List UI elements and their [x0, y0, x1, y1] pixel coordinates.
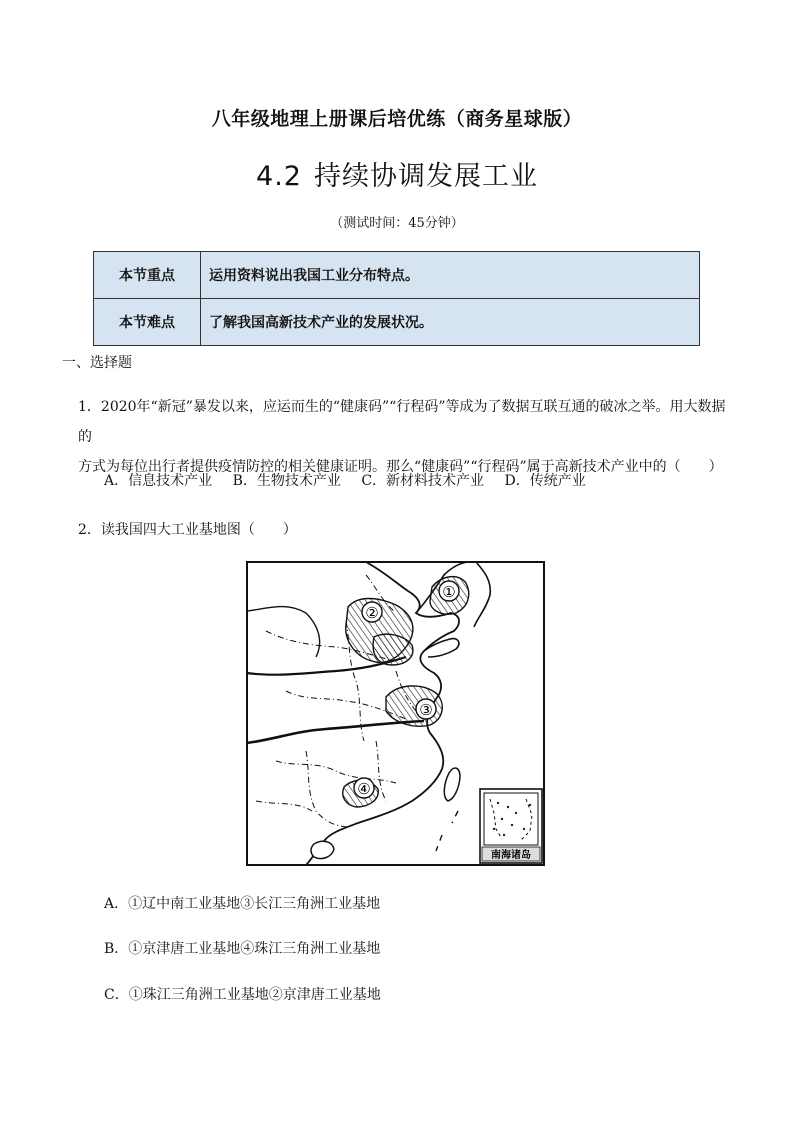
lesson-name: 持续协调发展工业 [313, 161, 538, 192]
south-china-sea-inset [480, 789, 542, 863]
table-row [94, 299, 700, 346]
key-label: 本节重点 [94, 252, 201, 299]
question-1-options [104, 470, 602, 490]
inset-label: 南海诸岛 [491, 850, 531, 861]
question-2-option-c[interactable]: C．①珠江三角洲工业基地②京津唐工业基地 [104, 987, 381, 1003]
question-1-line-2: 方式为每位出行者提供疫情防控的相关健康证明。那么“健康码”“行程码”属于高新技术产业中的（ ） [78, 459, 723, 475]
lesson-title [0, 154, 794, 193]
key-value: 运用资料说出我国工业分布特点。 [201, 252, 700, 299]
lesson-number: 4.2 [256, 161, 302, 192]
question-1 [78, 392, 738, 482]
marker-3: ③ [419, 701, 433, 719]
option-a[interactable]: A．信息技术产业 [104, 473, 213, 489]
question-2-option-b[interactable]: B．①京津唐工业基地④珠江三角洲工业基地 [104, 941, 381, 957]
document-header-title: 八年级地理上册课后培优练（商务星球版） [211, 108, 583, 130]
question-2-text: 读我国四大工业基地图（ ） [100, 522, 297, 538]
option-d[interactable]: D．传统产业 [504, 473, 586, 489]
key-value: 了解我国高新技术产业的发展状况。 [201, 299, 700, 346]
question-1-line-1: 1．2020年“新冠”暴发以来，应运而生的“健康码”“行程码”等成为了数据互联互通的破冰之举。用大数据的 [78, 399, 726, 445]
option-b[interactable]: B．生物技术产业 [232, 473, 341, 489]
question-2-option-a[interactable]: A．①辽中南工业基地③长江三角洲工业基地 [104, 896, 381, 912]
marker-4: ④ [357, 780, 371, 798]
key-label: 本节难点 [94, 299, 201, 346]
key-points-table [93, 251, 700, 346]
question-number: 1． [78, 399, 101, 415]
question-number: 2． [78, 522, 101, 538]
section-title: 一、选择题 [62, 355, 132, 371]
question-2 [78, 515, 297, 545]
table-row [94, 252, 700, 299]
marker-2: ② [365, 604, 379, 622]
option-c[interactable]: C．新材料技术产业 [361, 473, 485, 489]
marker-1: ① [442, 583, 456, 601]
industrial-bases-map [246, 561, 545, 866]
test-time: （测试时间：45分钟） [330, 216, 464, 231]
